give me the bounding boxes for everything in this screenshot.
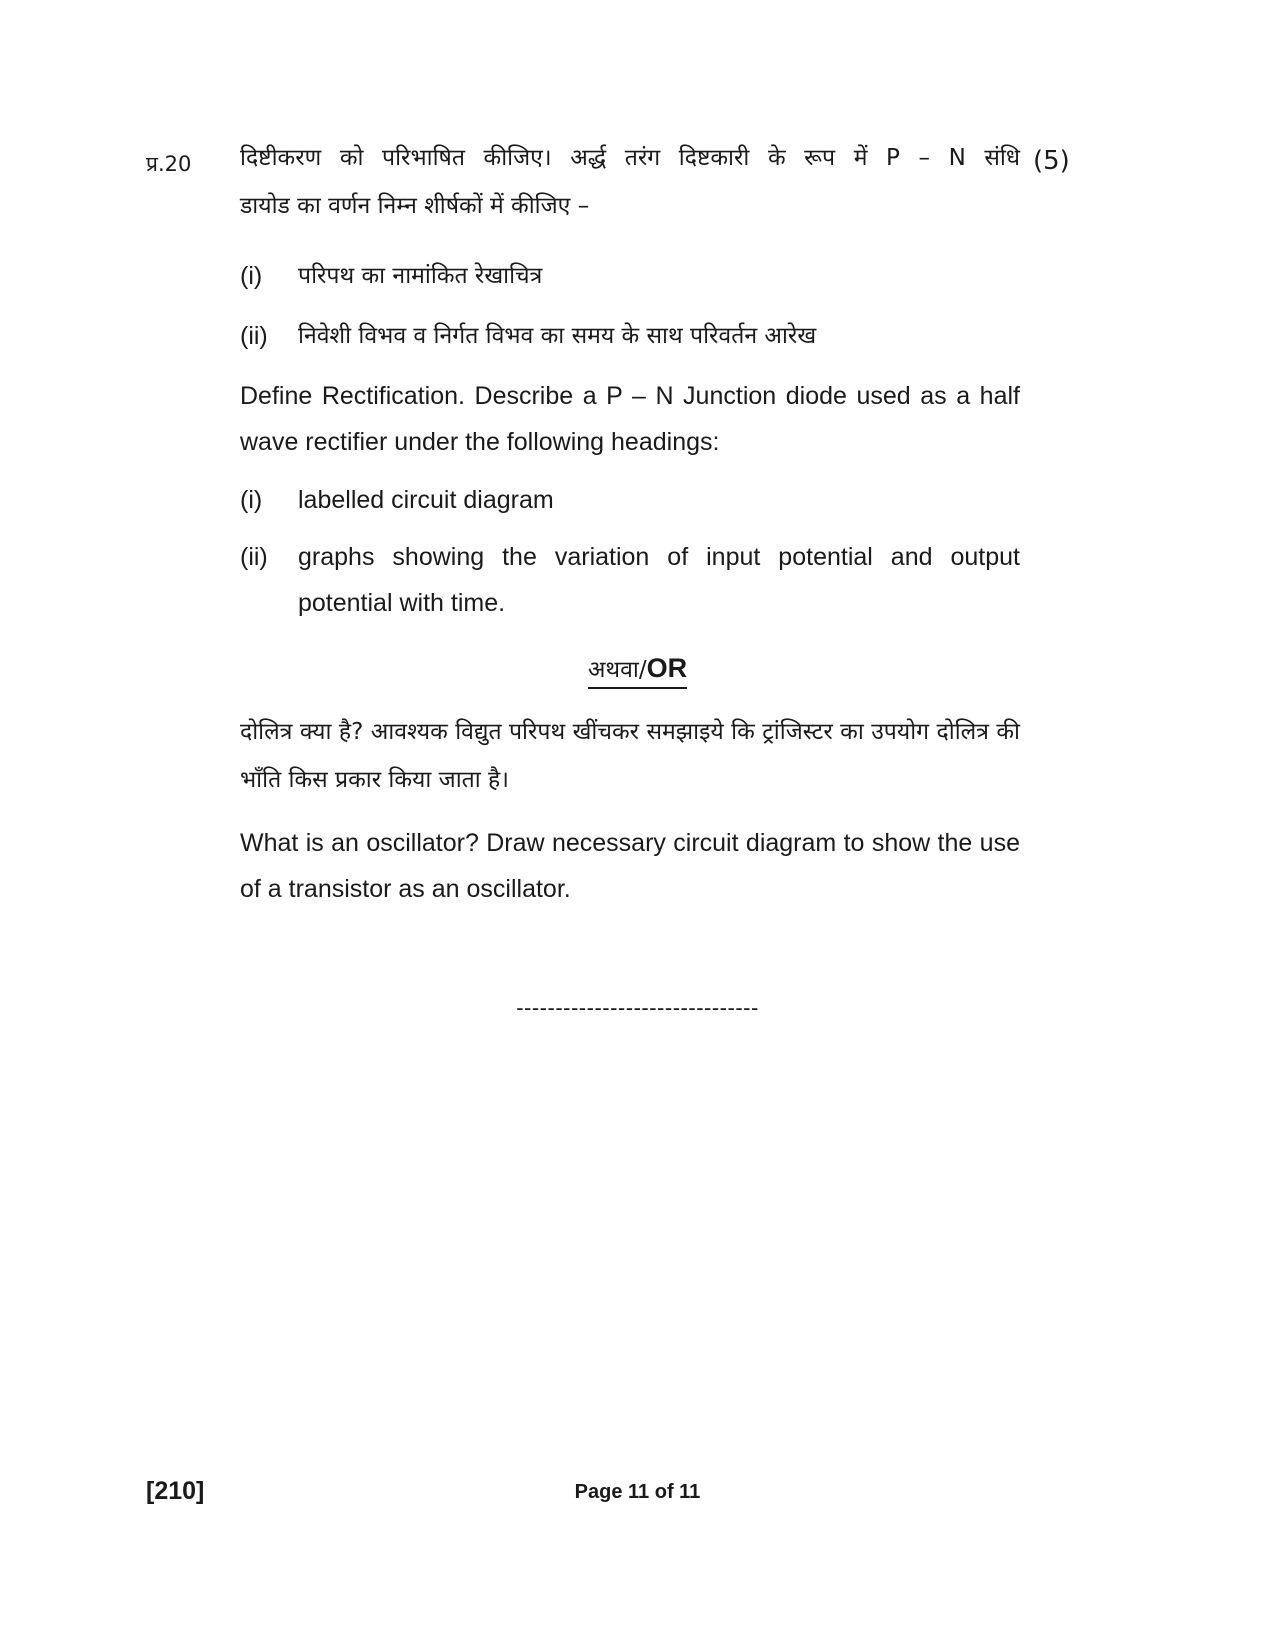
footer-page-number: Page 11 of 11 xyxy=(574,1481,701,1503)
hindi-intro xyxy=(240,134,1020,230)
hindi-item-1 xyxy=(240,252,1020,300)
or-heading xyxy=(0,648,1275,689)
or-heading-separator: / xyxy=(638,657,647,683)
hindi-item-1-text: परिपथ का नामांकित रेखाचित्र xyxy=(298,263,543,289)
hindi-item-2 xyxy=(240,312,1020,360)
hindi-item-2-num: (ii) xyxy=(240,322,268,350)
end-marker: ------------------------------- xyxy=(516,995,759,1020)
question-marks: (5) xyxy=(1033,146,1070,176)
english-item-1-text: labelled circuit diagram xyxy=(298,486,554,514)
or-heading-english: OR xyxy=(646,653,688,683)
hindi-intro-line1: दिष्टीकरण को परिभाषित कीजिए। अर्द्ध तरंग दिष्टकारी के रूप में P – N संधि xyxy=(240,145,1020,171)
alternate-english: What is an oscillator? Draw necessary circuit diagram to show the use of a transistor as an oscillator. xyxy=(240,829,1020,903)
or-heading-hindi: अथवा xyxy=(587,657,639,683)
english-item-2 xyxy=(240,534,1020,626)
hindi-intro-line2: डायोड का वर्णन निम्न शीर्षकों में कीजिए – xyxy=(240,193,590,219)
english-item-1-num: (i) xyxy=(240,486,263,514)
question-number: प्र.20 xyxy=(146,152,192,176)
hindi-item-2-text: निवेशी विभव व निर्गत विभव का समय के साथ परिवर्तन आरेख xyxy=(298,323,817,349)
english-item-2-text: graphs showing the variation of input potential and output potential with time. xyxy=(298,543,1020,617)
english-item-1 xyxy=(240,477,1020,523)
hindi-item-1-num: (i) xyxy=(240,262,263,290)
alternate-hindi: दोलित्र क्या है? आवश्यक विद्युत परिपथ खींचकर समझाइये कि ट्रांजिस्टर का उपयोग दोलित्र की भाँति किस प्रकार किया जाता है। xyxy=(240,719,1020,793)
english-item-2-num: (ii) xyxy=(240,543,268,571)
english-intro: Define Rectification. Describe a P – N Junction diode used as a half wave rectifier under the following headings: xyxy=(240,382,1020,456)
footer-code: [210] xyxy=(146,1477,205,1505)
or-heading-underline xyxy=(588,651,687,689)
